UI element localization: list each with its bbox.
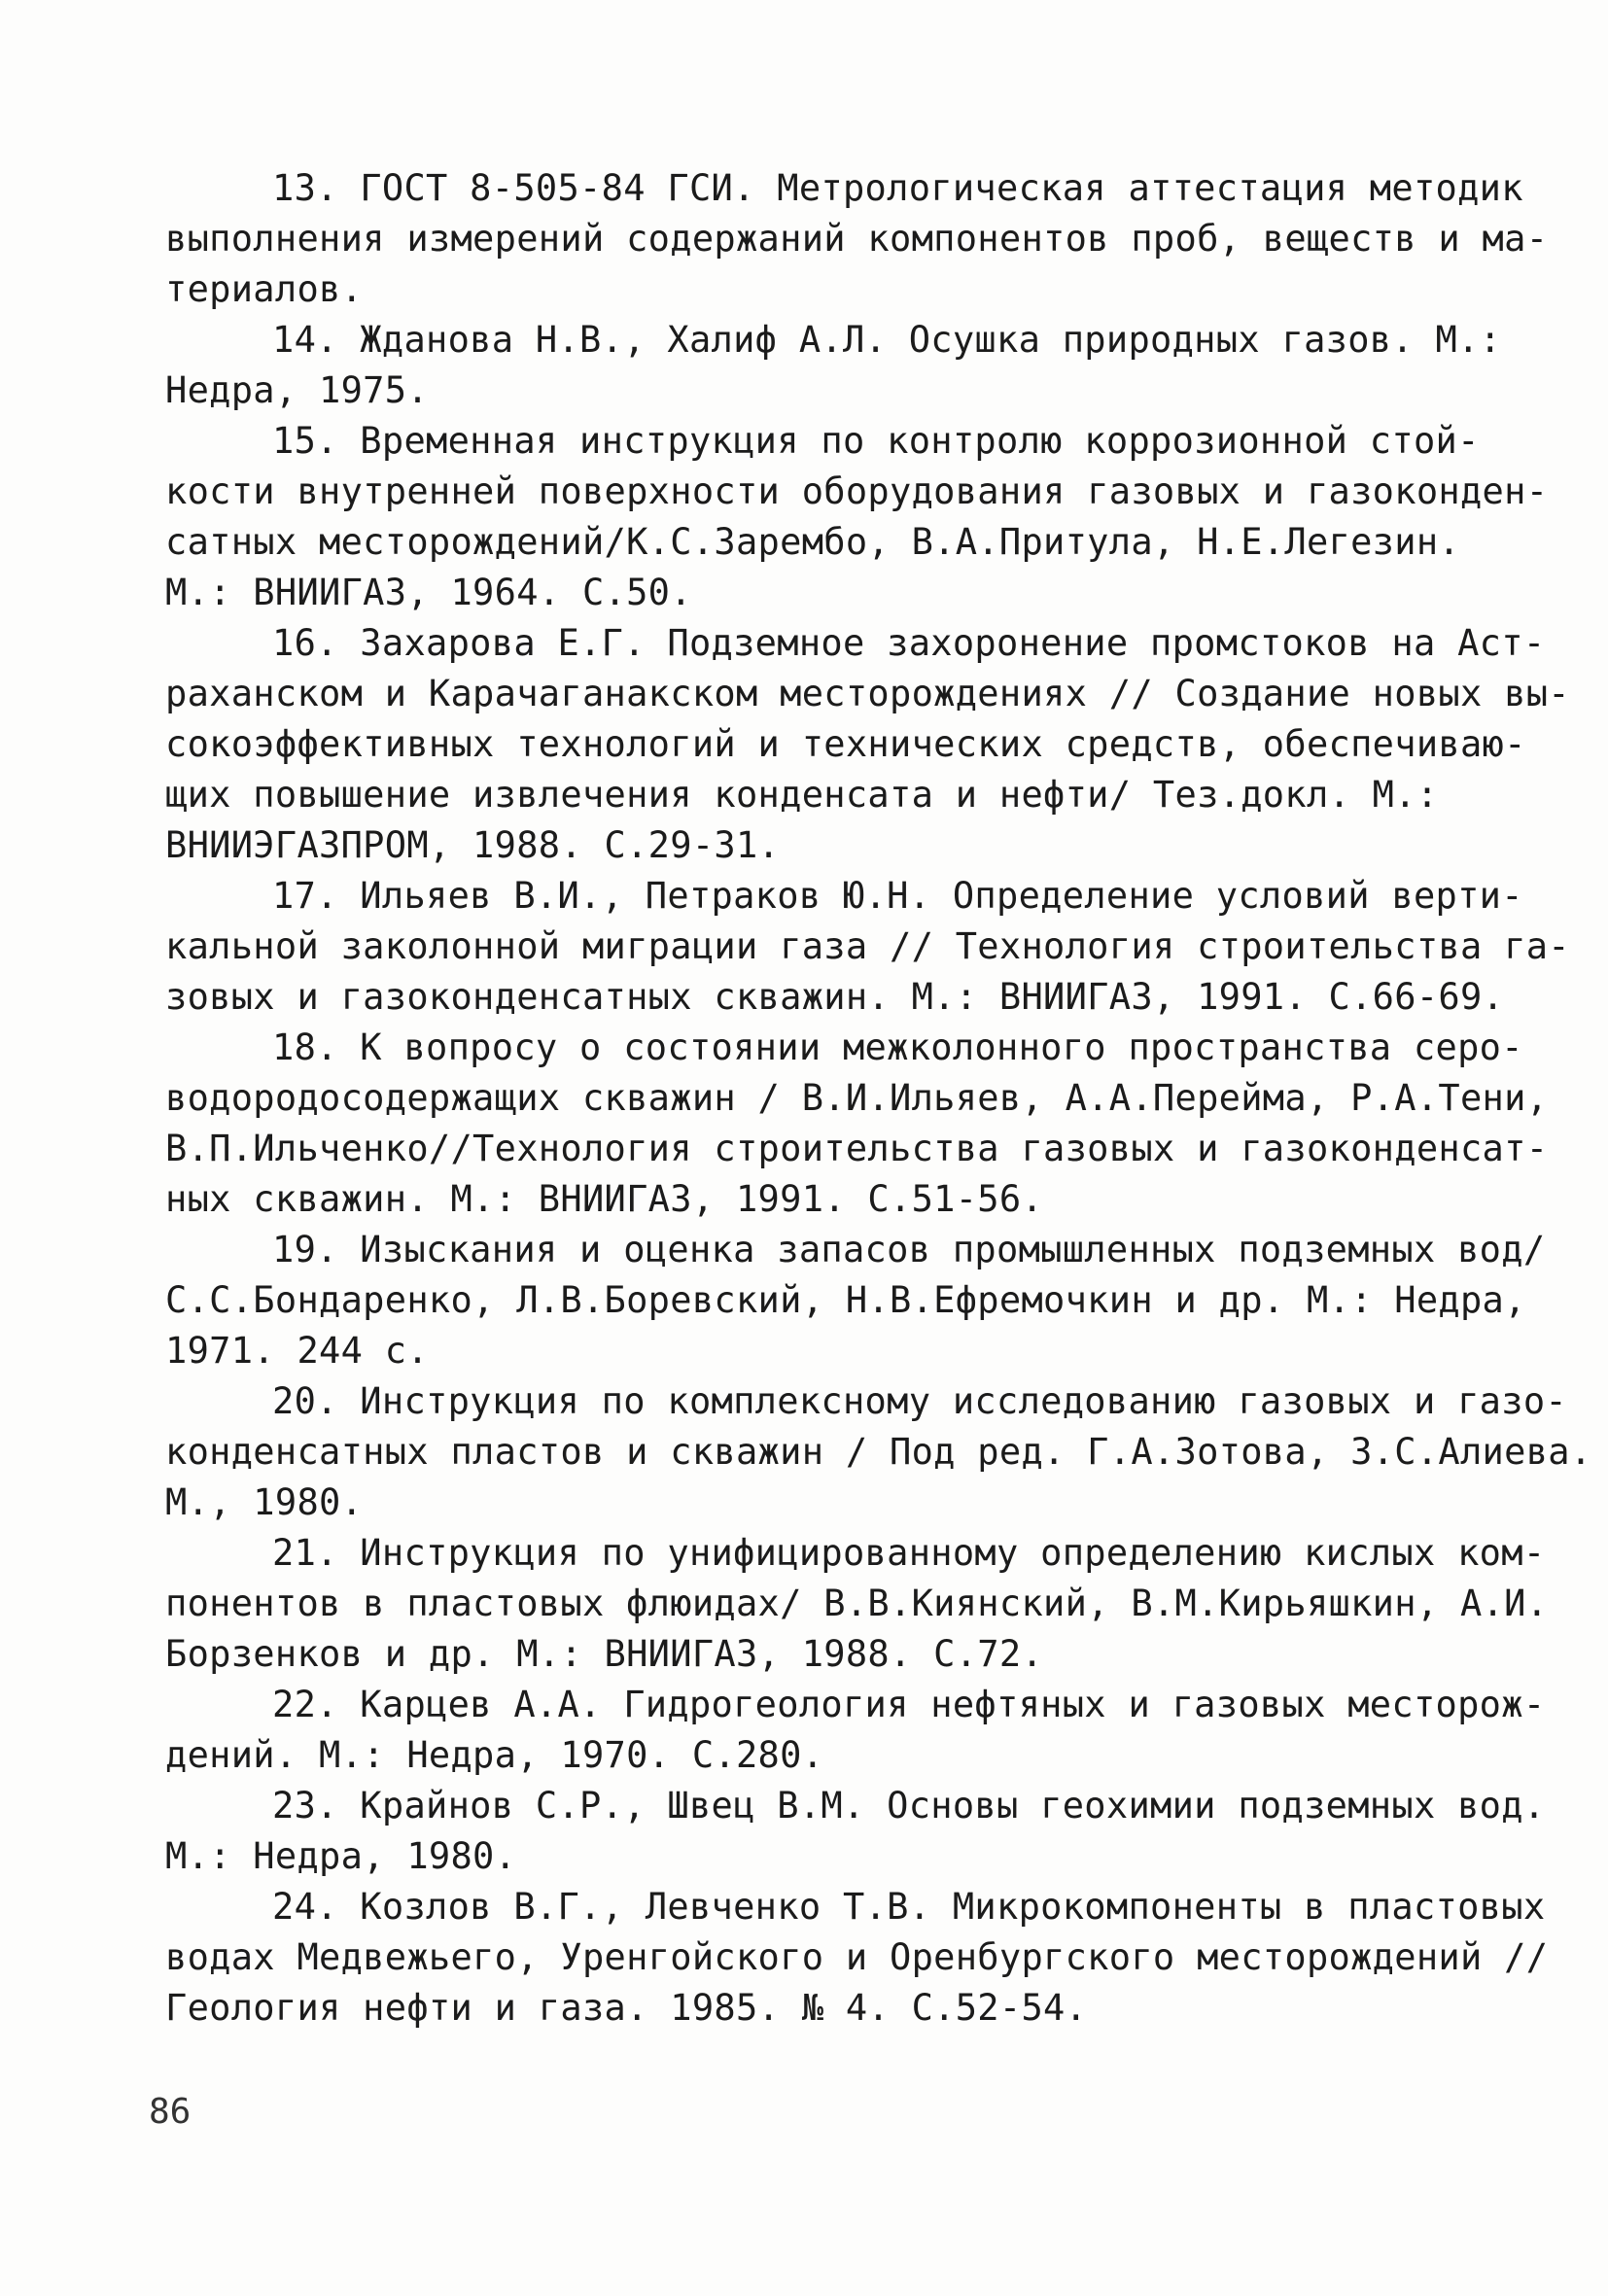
reference-line: 20. Инструкция по комплексному исследованию газовых и газо- <box>272 1380 1567 1422</box>
reference-line: 18. К вопросу о состоянии межколонного пространства серо- <box>272 1026 1523 1068</box>
reference-line: С.С.Бондаренко, Л.В.Боревский, Н.В.Ефремочкин и др. М.: Недра, <box>165 1279 1526 1321</box>
reference-line: В.П.Ильченко//Технология строительства газовых и газоконденсат- <box>165 1128 1549 1169</box>
reference-line: 23. Крайнов С.Р., Швец В.М. Основы геохимии подземных вод. <box>272 1785 1546 1826</box>
page-number: 86 <box>149 2092 192 2132</box>
reference-entry <box>165 315 1502 416</box>
reference-line: 1971. 244 с. <box>165 1330 429 1372</box>
reference-line: М.: ВНИИГАЗ, 1964. С.50. <box>165 572 692 613</box>
reference-line: водородосодержащих скважин / В.И.Ильяев, А.А.Перейма, Р.А.Тени, <box>165 1077 1549 1119</box>
reference-entry <box>165 1376 1592 1528</box>
reference-list <box>165 163 1592 2034</box>
reference-entry <box>165 1225 1546 1376</box>
reference-entry <box>165 416 1549 618</box>
reference-line: 17. Ильяев В.И., Петраков Ю.Н. Определение условий верти- <box>272 875 1523 917</box>
reference-entry <box>165 618 1570 871</box>
reference-line: водах Медвежьего, Уренгойского и Оренбургского месторождений // <box>165 1936 1549 1978</box>
reference-line: 13. ГОСТ 8-505-84 ГСИ. Метрологическая аттестация методик <box>272 167 1523 209</box>
reference-line: ных скважин. М.: ВНИИГАЗ, 1991. С.51-56. <box>165 1178 1044 1220</box>
reference-line: Геология нефти и газа. 1985. № 4. С.52-54. <box>165 1987 1088 2029</box>
reference-line: кальной заколонной миграции газа // Технология строительства га- <box>165 925 1570 967</box>
reference-line: М., 1980. <box>165 1481 364 1523</box>
reference-line: 19. Изыскания и оценка запасов промышленных подземных вод/ <box>272 1229 1546 1270</box>
reference-line: М.: Недра, 1980. <box>165 1835 517 1877</box>
reference-line: 21. Инструкция по унифицированному определению кислых ком- <box>272 1532 1546 1574</box>
reference-line: Борзенков и др. М.: ВНИИГАЗ, 1988. С.72. <box>165 1633 1044 1675</box>
reference-line: Недра, 1975. <box>165 369 429 411</box>
reference-line: сатных месторождений/К.С.Зарембо, В.А.Притула, Н.Е.Легезин. <box>165 521 1460 563</box>
reference-entry <box>165 1882 1549 2034</box>
reference-line: дений. М.: Недра, 1970. С.280. <box>165 1734 824 1776</box>
reference-entry <box>165 163 1549 315</box>
reference-entry <box>165 1680 1546 1781</box>
reference-line: понентов в пластовых флюидах/ В.В.Киянский, В.М.Кирьяшкин, А.И. <box>165 1583 1549 1624</box>
reference-line: 16. Захарова Е.Г. Подземное захоронение промстоков на Аст- <box>272 622 1546 664</box>
reference-entry <box>165 1528 1549 1680</box>
reference-line: 22. Карцев А.А. Гидрогеология нефтяных и газовых месторож- <box>272 1684 1546 1725</box>
reference-line: выполнения измерений содержаний компонентов проб, веществ и ма- <box>165 218 1549 260</box>
reference-line: кости внутренней поверхности оборудования газовых и газоконден- <box>165 470 1549 512</box>
reference-line: териалов. <box>165 268 364 310</box>
reference-line: ВНИИЭГАЗПРОМ, 1988. С.29-31. <box>165 824 781 866</box>
reference-line: раханском и Карачаганакском месторождениях // Создание новых вы- <box>165 673 1570 714</box>
reference-line: сокоэффективных технологий и технических средств, обеспечиваю- <box>165 723 1526 765</box>
reference-line: зовых и газоконденсатных скважин. М.: ВНИИГАЗ, 1991. С.66-69. <box>165 976 1505 1018</box>
reference-entry <box>165 1023 1549 1225</box>
reference-line: щих повышение извлечения конденсата и нефти/ Тез.докл. М.: <box>165 774 1439 816</box>
reference-line: 15. Временная инструкция по контролю коррозионной стой- <box>272 420 1480 462</box>
reference-entry <box>165 871 1570 1023</box>
reference-line: 14. Жданова Н.В., Халиф А.Л. Осушка природных газов. М.: <box>272 319 1502 361</box>
reference-line: конденсатных пластов и скважин / Под ред. Г.А.Зотова, З.С.Алиева. <box>165 1431 1592 1473</box>
reference-entry <box>165 1781 1546 1882</box>
reference-line: 24. Козлов В.Г., Левченко Т.В. Микрокомпоненты в пластовых <box>272 1886 1546 1928</box>
